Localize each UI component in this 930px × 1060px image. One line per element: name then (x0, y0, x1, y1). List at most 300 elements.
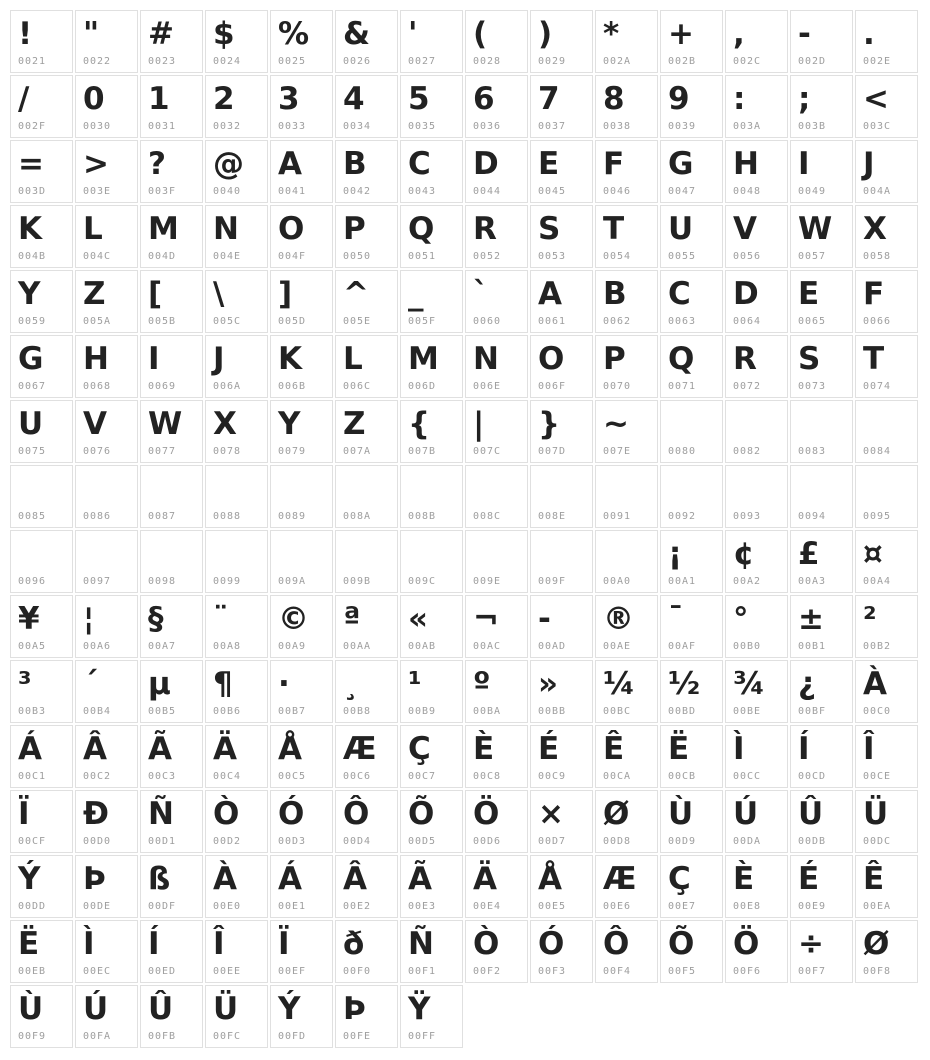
glyph: Ÿ (408, 991, 431, 1027)
glyph: V (733, 211, 757, 247)
code-label: 00E1 (278, 901, 307, 912)
glyph: { (408, 406, 431, 442)
glyph: P (343, 211, 366, 247)
glyph: M (148, 211, 179, 247)
glyph-cell (10, 920, 73, 983)
glyph-cell (75, 985, 138, 1048)
glyph-cell (530, 205, 593, 268)
code-label: 0097 (83, 576, 112, 587)
code-label: 00F2 (473, 966, 502, 977)
glyph-cell (790, 530, 853, 593)
glyph: 8 (603, 81, 625, 117)
glyph-cell (530, 725, 593, 788)
code-label: 0087 (148, 511, 177, 522)
code-label: 0072 (733, 381, 762, 392)
glyph-cell (725, 920, 788, 983)
glyph-cell (855, 465, 918, 528)
glyph: Ô (603, 926, 630, 962)
glyph-cell (465, 465, 528, 528)
glyph: 5 (408, 81, 430, 117)
code-label: 006D (408, 381, 437, 392)
glyph: Ø (603, 796, 630, 832)
glyph-cell (790, 660, 853, 723)
code-label: 00C1 (18, 771, 47, 782)
glyph: ß (148, 861, 171, 897)
code-label: 0035 (408, 121, 437, 132)
code-label: 0028 (473, 56, 502, 67)
glyph: } (538, 406, 561, 442)
code-label: 0040 (213, 186, 242, 197)
code-label: 0021 (18, 56, 47, 67)
glyph: 2 (213, 81, 235, 117)
glyph-cell (530, 530, 593, 593)
code-label: 003C (863, 121, 892, 132)
glyph: . (863, 16, 875, 52)
glyph-cell (140, 855, 203, 918)
code-label: 0036 (473, 121, 502, 132)
glyph-cell (400, 985, 463, 1048)
glyph: § (148, 601, 164, 637)
code-label: 0048 (733, 186, 762, 197)
code-label: 0092 (668, 511, 697, 522)
glyph-cell (140, 205, 203, 268)
code-label: 00C9 (538, 771, 567, 782)
code-label: 0075 (18, 446, 47, 457)
glyph-cell (335, 465, 398, 528)
glyph-cell (335, 400, 398, 463)
code-label: 00D0 (83, 836, 112, 847)
glyph-cell (530, 75, 593, 138)
code-label: 0042 (343, 186, 372, 197)
glyph-cell (270, 725, 333, 788)
glyph: @ (213, 146, 244, 182)
glyph: · (278, 666, 290, 702)
glyph (206, 531, 267, 576)
glyph: Þ (83, 861, 106, 897)
glyph (661, 401, 722, 446)
code-label: 00AC (473, 641, 502, 652)
code-label: 0058 (863, 251, 892, 262)
code-label: 0041 (278, 186, 307, 197)
glyph: - (538, 601, 551, 637)
code-label: 007D (538, 446, 567, 457)
glyph: 7 (538, 81, 560, 117)
code-label: 005B (148, 316, 177, 327)
code-label: 005A (83, 316, 112, 327)
glyph-cell (270, 920, 333, 983)
glyph-cell (725, 140, 788, 203)
glyph-cell (790, 10, 853, 73)
glyph: Ø (863, 926, 890, 962)
glyph-cell (10, 140, 73, 203)
glyph: ] (278, 276, 293, 312)
code-label: 00E8 (733, 901, 762, 912)
code-label: 00A4 (863, 576, 892, 587)
glyph: J (863, 146, 875, 182)
code-label: 00C7 (408, 771, 437, 782)
glyph: Ð (83, 796, 109, 832)
code-label: 007A (343, 446, 372, 457)
glyph-cell (270, 465, 333, 528)
code-label: 0027 (408, 56, 437, 67)
glyph: ` (473, 276, 489, 312)
code-label: 0061 (538, 316, 567, 327)
glyph-cell (335, 75, 398, 138)
glyph: Ú (733, 796, 759, 832)
code-label: 0031 (148, 121, 177, 132)
glyph-cell (595, 205, 658, 268)
code-label: 00D9 (668, 836, 697, 847)
glyph-cell (855, 10, 918, 73)
code-label: 0086 (83, 511, 112, 522)
code-label: 0084 (863, 446, 892, 457)
glyph: Ý (278, 991, 301, 1027)
glyph: ( (473, 16, 488, 52)
glyph-cell (140, 790, 203, 853)
glyph-cell (75, 205, 138, 268)
code-label: 00C6 (343, 771, 372, 782)
code-label: 0069 (148, 381, 177, 392)
glyph: » (538, 666, 559, 702)
code-label: 00B8 (343, 706, 372, 717)
glyph-cell (465, 790, 528, 853)
glyph: Ý (18, 861, 41, 897)
glyph-cell (725, 75, 788, 138)
glyph: J (213, 341, 225, 377)
code-label: 00AF (668, 641, 697, 652)
glyph: Ê (863, 861, 885, 897)
glyph-cell (75, 400, 138, 463)
glyph: ¢ (733, 536, 755, 572)
glyph: Ù (668, 796, 694, 832)
code-label: 0056 (733, 251, 762, 262)
code-label: 0088 (213, 511, 242, 522)
code-label: 00CC (733, 771, 762, 782)
glyph-cell (205, 75, 268, 138)
code-label: 00EF (278, 966, 307, 977)
glyph-cell (270, 10, 333, 73)
glyph-cell (75, 10, 138, 73)
glyph: Ó (538, 926, 565, 962)
code-label: 0052 (473, 251, 502, 262)
code-label: 009E (473, 576, 502, 587)
glyph: Ç (668, 861, 691, 897)
glyph-cell (530, 140, 593, 203)
glyph-cell (855, 595, 918, 658)
glyph: Õ (408, 796, 435, 832)
glyph-cell (270, 660, 333, 723)
code-label: 004A (863, 186, 892, 197)
glyph-cell (75, 140, 138, 203)
glyph: ; (798, 81, 811, 117)
glyph: $ (213, 16, 235, 52)
glyph-cell (530, 855, 593, 918)
glyph-cell (855, 335, 918, 398)
glyph-cell (270, 335, 333, 398)
code-label: 0091 (603, 511, 632, 522)
code-label: 00D8 (603, 836, 632, 847)
glyph-cell (335, 10, 398, 73)
glyph: Å (538, 861, 562, 897)
code-label: 0079 (278, 446, 307, 457)
glyph-cell (660, 10, 723, 73)
code-label: 002A (603, 56, 632, 67)
glyph-cell (855, 855, 918, 918)
code-label: 006A (213, 381, 242, 392)
code-label: 00DC (863, 836, 892, 847)
glyph: D (473, 146, 499, 182)
glyph: D (733, 276, 759, 312)
code-label: 0033 (278, 121, 307, 132)
glyph: Ä (473, 861, 497, 897)
glyph-cell (400, 725, 463, 788)
glyph: Î (863, 731, 875, 767)
glyph-cell (400, 400, 463, 463)
glyph-cell (595, 10, 658, 73)
glyph: À (213, 861, 237, 897)
code-label: 003A (733, 121, 762, 132)
glyph-cell (660, 725, 723, 788)
code-label: 0030 (83, 121, 112, 132)
glyph: Ï (18, 796, 30, 832)
glyph: É (538, 731, 560, 767)
glyph: - (798, 16, 811, 52)
code-label: 00BD (668, 706, 697, 717)
glyph-cell (205, 855, 268, 918)
code-label: 00EA (863, 901, 892, 912)
code-label: 004B (18, 251, 47, 262)
glyph-cell (270, 140, 333, 203)
glyph-cell (335, 855, 398, 918)
code-label: 0062 (603, 316, 632, 327)
glyph: Í (798, 731, 810, 767)
glyph: ¶ (213, 666, 233, 702)
code-label: 0098 (148, 576, 177, 587)
code-label: 009B (343, 576, 372, 587)
glyph-cell (205, 595, 268, 658)
glyph: Õ (668, 926, 695, 962)
glyph-cell (270, 985, 333, 1048)
glyph: ´ (83, 666, 99, 702)
glyph: 4 (343, 81, 365, 117)
glyph-cell (10, 400, 73, 463)
code-label: 003D (18, 186, 47, 197)
glyph: Æ (603, 861, 637, 897)
glyph: ² (863, 601, 877, 637)
glyph: E (538, 146, 560, 182)
glyph: O (538, 341, 565, 377)
glyph-cell (530, 920, 593, 983)
glyph: M (408, 341, 439, 377)
code-label: 004E (213, 251, 242, 262)
code-label: 00AA (343, 641, 372, 652)
glyph-cell (10, 75, 73, 138)
glyph-cell (10, 985, 73, 1048)
glyph-cell (725, 10, 788, 73)
glyph-cell (335, 205, 398, 268)
glyph: ½ (668, 666, 701, 702)
glyph (336, 466, 397, 511)
code-label: 0055 (668, 251, 697, 262)
glyph: Æ (343, 731, 377, 767)
code-label: 003E (83, 186, 112, 197)
code-label: 0060 (473, 316, 502, 327)
code-label: 00CE (863, 771, 892, 782)
code-label: 0068 (83, 381, 112, 392)
glyph: Q (668, 341, 695, 377)
glyph-cell (465, 595, 528, 658)
code-label: 00A0 (603, 576, 632, 587)
code-label: 0047 (668, 186, 697, 197)
glyph-cell (725, 335, 788, 398)
glyph-cell (400, 855, 463, 918)
code-label: 00C2 (83, 771, 112, 782)
glyph: ) (538, 16, 553, 52)
glyph-cell (335, 270, 398, 333)
glyph (466, 466, 527, 511)
code-label: 00A5 (18, 641, 47, 652)
code-label: 00DB (798, 836, 827, 847)
code-label: 0044 (473, 186, 502, 197)
glyph: ^ (343, 276, 369, 312)
code-label: 004D (148, 251, 177, 262)
code-label: 008B (408, 511, 437, 522)
glyph-cell (140, 400, 203, 463)
glyph: Ë (668, 731, 690, 767)
code-label: 00D1 (148, 836, 177, 847)
glyph: Ü (213, 991, 239, 1027)
glyph: C (408, 146, 431, 182)
glyph: T (863, 341, 885, 377)
code-label: 00A6 (83, 641, 112, 652)
glyph-cell (660, 400, 723, 463)
glyph-cell (335, 595, 398, 658)
code-label: 0045 (538, 186, 567, 197)
glyph: | (473, 406, 485, 442)
glyph-cell (10, 205, 73, 268)
glyph (271, 466, 332, 511)
glyph: W (148, 406, 183, 442)
glyph: ± (798, 601, 824, 637)
glyph-cell (335, 530, 398, 593)
glyph: L (343, 341, 363, 377)
code-label: 002B (668, 56, 697, 67)
code-label: 00E3 (408, 901, 437, 912)
glyph-cell (270, 595, 333, 658)
code-label: 00FB (148, 1031, 177, 1042)
code-label: 004F (278, 251, 307, 262)
code-label: 00F3 (538, 966, 567, 977)
glyph: Û (798, 796, 824, 832)
glyph: È (473, 731, 495, 767)
glyph-cell (725, 400, 788, 463)
code-label: 00CD (798, 771, 827, 782)
glyph-cell (400, 335, 463, 398)
code-label: 00AB (408, 641, 437, 652)
code-label: 0032 (213, 121, 242, 132)
code-label: 00A3 (798, 576, 827, 587)
glyph-cell (660, 75, 723, 138)
code-label: 0078 (213, 446, 242, 457)
code-label: 0053 (538, 251, 567, 262)
glyph (401, 531, 462, 576)
code-label: 00A7 (148, 641, 177, 652)
code-label: 00BB (538, 706, 567, 717)
code-label: 008C (473, 511, 502, 522)
glyph: ¥ (18, 601, 40, 637)
glyph-cell (530, 270, 593, 333)
code-label: 00AD (538, 641, 567, 652)
code-label: 0046 (603, 186, 632, 197)
code-label: 00F9 (18, 1031, 47, 1042)
code-label: 0077 (148, 446, 177, 457)
glyph (531, 531, 592, 576)
glyph-cell (10, 335, 73, 398)
glyph: A (278, 146, 302, 182)
glyph-cell (400, 465, 463, 528)
glyph-cell (140, 595, 203, 658)
glyph-cell (530, 790, 593, 853)
glyph-cell (335, 920, 398, 983)
code-label: 00B9 (408, 706, 437, 717)
code-label: 009A (278, 576, 307, 587)
glyph-cell (595, 725, 658, 788)
glyph-cell (465, 75, 528, 138)
code-label: 008E (538, 511, 567, 522)
glyph: É (798, 861, 820, 897)
glyph-cell (205, 140, 268, 203)
code-label: 002E (863, 56, 892, 67)
code-label: 007C (473, 446, 502, 457)
glyph-cell (270, 855, 333, 918)
glyph (531, 466, 592, 511)
glyph: ¹ (408, 666, 422, 702)
code-label: 0066 (863, 316, 892, 327)
glyph-cell (400, 140, 463, 203)
glyph-cell (465, 205, 528, 268)
glyph-cell (595, 790, 658, 853)
glyph-cell (725, 205, 788, 268)
code-label: 00C8 (473, 771, 502, 782)
glyph (11, 531, 72, 576)
glyph-cell (660, 790, 723, 853)
code-label: 00C4 (213, 771, 242, 782)
glyph-cell (660, 270, 723, 333)
glyph: ¿ (798, 666, 816, 702)
code-label: 006B (278, 381, 307, 392)
glyph-cell (335, 660, 398, 723)
code-label: 003B (798, 121, 827, 132)
glyph-cell (140, 985, 203, 1048)
code-label: 0071 (668, 381, 697, 392)
glyph-cell (140, 335, 203, 398)
glyph (856, 466, 917, 511)
glyph-cell (530, 335, 593, 398)
glyph-cell (270, 270, 333, 333)
code-label: 00B5 (148, 706, 177, 717)
glyph-cell (140, 465, 203, 528)
code-label: 0095 (863, 511, 892, 522)
code-label: 004C (83, 251, 112, 262)
glyph-cell (335, 335, 398, 398)
code-label: 00D3 (278, 836, 307, 847)
glyph-cell (790, 790, 853, 853)
glyph (661, 466, 722, 511)
glyph-cell (465, 10, 528, 73)
glyph: B (603, 276, 627, 312)
code-label: 00B0 (733, 641, 762, 652)
glyph-cell (855, 205, 918, 268)
